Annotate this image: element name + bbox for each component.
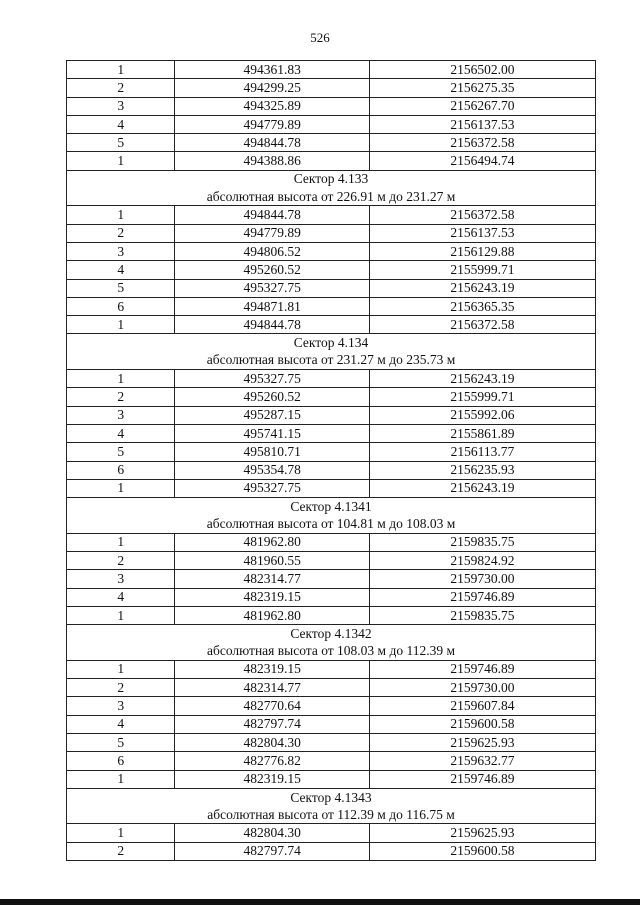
sector-title-row (67, 788, 596, 806)
sector-height-range: абсолютная высота от 112.39 м до 116.75 м (67, 806, 596, 824)
point-number: 5 (67, 443, 175, 461)
point-number: 3 (67, 406, 175, 424)
x-coordinate: 495260.52 (175, 388, 369, 406)
table-row (67, 115, 596, 133)
y-coordinate: 2155992.06 (369, 406, 595, 424)
sector-height-range: абсолютная высота от 226.91 м до 231.27 м (67, 188, 596, 206)
y-coordinate: 2159600.58 (369, 715, 595, 733)
sector-title: Сектор 4.1342 (67, 625, 596, 643)
point-number: 4 (67, 115, 175, 133)
table-row (67, 316, 596, 334)
y-coordinate: 2156267.70 (369, 97, 595, 115)
y-coordinate: 2159824.92 (369, 552, 595, 570)
sector-title-row (67, 334, 596, 352)
point-number: 1 (67, 606, 175, 624)
table-row (67, 61, 596, 79)
y-coordinate: 2159746.89 (369, 770, 595, 788)
y-coordinate: 2155861.89 (369, 424, 595, 442)
table-row (67, 660, 596, 678)
table-row (67, 443, 596, 461)
y-coordinate: 2159730.00 (369, 570, 595, 588)
table-row (67, 242, 596, 260)
point-number: 6 (67, 461, 175, 479)
y-coordinate: 2156275.35 (369, 79, 595, 97)
point-number: 2 (67, 388, 175, 406)
table-row (67, 679, 596, 697)
x-coordinate: 494806.52 (175, 242, 369, 260)
table-row (67, 733, 596, 751)
y-coordinate: 2159835.75 (369, 606, 595, 624)
x-coordinate: 482319.15 (175, 588, 369, 606)
table-row (67, 79, 596, 97)
y-coordinate: 2156365.35 (369, 297, 595, 315)
point-number: 1 (67, 61, 175, 79)
table-row (67, 297, 596, 315)
coordinates-table (66, 60, 596, 861)
table-row (67, 97, 596, 115)
sector-height-row (67, 806, 596, 824)
table-row (67, 279, 596, 297)
y-coordinate: 2156494.74 (369, 152, 595, 170)
table-row (67, 370, 596, 388)
table-row (67, 388, 596, 406)
x-coordinate: 481960.55 (175, 552, 369, 570)
x-coordinate: 482797.74 (175, 715, 369, 733)
point-number: 1 (67, 152, 175, 170)
table-row (67, 533, 596, 551)
x-coordinate: 495327.75 (175, 279, 369, 297)
table-row (67, 552, 596, 570)
table-row (67, 570, 596, 588)
point-number: 1 (67, 206, 175, 224)
point-number: 1 (67, 824, 175, 842)
x-coordinate: 494844.78 (175, 134, 369, 152)
point-number: 3 (67, 97, 175, 115)
y-coordinate: 2156372.58 (369, 316, 595, 334)
point-number: 2 (67, 224, 175, 242)
point-number: 5 (67, 733, 175, 751)
table-row (67, 406, 596, 424)
x-coordinate: 494779.89 (175, 115, 369, 133)
x-coordinate: 482314.77 (175, 679, 369, 697)
sector-title: Сектор 4.1341 (67, 498, 596, 516)
y-coordinate: 2159632.77 (369, 752, 595, 770)
point-number: 5 (67, 134, 175, 152)
table-row (67, 715, 596, 733)
x-coordinate: 481962.80 (175, 606, 369, 624)
point-number: 4 (67, 715, 175, 733)
table-row (67, 261, 596, 279)
table-row (67, 824, 596, 842)
table-row (67, 588, 596, 606)
x-coordinate: 494325.89 (175, 97, 369, 115)
x-coordinate: 495327.75 (175, 479, 369, 497)
table-row (67, 606, 596, 624)
table-row (67, 697, 596, 715)
sector-height-row (67, 352, 596, 370)
point-number: 1 (67, 533, 175, 551)
y-coordinate: 2156137.53 (369, 115, 595, 133)
x-coordinate: 482314.77 (175, 570, 369, 588)
sector-height-range: абсолютная высота от 108.03 м до 112.39 м (67, 643, 596, 661)
y-coordinate: 2156243.19 (369, 370, 595, 388)
x-coordinate: 494844.78 (175, 316, 369, 334)
sector-title-row (67, 170, 596, 188)
point-number: 3 (67, 697, 175, 715)
y-coordinate: 2159607.84 (369, 697, 595, 715)
x-coordinate: 495287.15 (175, 406, 369, 424)
x-coordinate: 495741.15 (175, 424, 369, 442)
table-row (67, 206, 596, 224)
x-coordinate: 482319.15 (175, 660, 369, 678)
y-coordinate: 2156243.19 (369, 279, 595, 297)
y-coordinate: 2156137.53 (369, 224, 595, 242)
y-coordinate: 2156235.93 (369, 461, 595, 479)
sector-title: Сектор 4.1343 (67, 788, 596, 806)
x-coordinate: 482804.30 (175, 733, 369, 751)
sector-height-row (67, 188, 596, 206)
x-coordinate: 494299.25 (175, 79, 369, 97)
point-number: 1 (67, 316, 175, 334)
x-coordinate: 495354.78 (175, 461, 369, 479)
y-coordinate: 2156502.00 (369, 61, 595, 79)
y-coordinate: 2156372.58 (369, 206, 595, 224)
point-number: 3 (67, 570, 175, 588)
y-coordinate: 2156129.88 (369, 242, 595, 260)
table-row (67, 479, 596, 497)
sector-height-row (67, 643, 596, 661)
scan-edge (0, 899, 640, 905)
sector-title: Сектор 4.133 (67, 170, 596, 188)
x-coordinate: 494779.89 (175, 224, 369, 242)
sector-title-row (67, 625, 596, 643)
sector-title-row (67, 498, 596, 516)
x-coordinate: 494361.83 (175, 61, 369, 79)
y-coordinate: 2159746.89 (369, 588, 595, 606)
point-number: 1 (67, 370, 175, 388)
table-row (67, 752, 596, 770)
y-coordinate: 2159746.89 (369, 660, 595, 678)
y-coordinate: 2159835.75 (369, 533, 595, 551)
y-coordinate: 2159730.00 (369, 679, 595, 697)
point-number: 6 (67, 752, 175, 770)
x-coordinate: 481962.80 (175, 533, 369, 551)
sector-height-row (67, 515, 596, 533)
point-number: 4 (67, 261, 175, 279)
x-coordinate: 494388.86 (175, 152, 369, 170)
x-coordinate: 494844.78 (175, 206, 369, 224)
point-number: 6 (67, 297, 175, 315)
point-number: 2 (67, 79, 175, 97)
y-coordinate: 2156243.19 (369, 479, 595, 497)
x-coordinate: 482776.82 (175, 752, 369, 770)
table-row (67, 424, 596, 442)
table-row (67, 152, 596, 170)
y-coordinate: 2156372.58 (369, 134, 595, 152)
y-coordinate: 2159625.93 (369, 733, 595, 751)
point-number: 4 (67, 424, 175, 442)
point-number: 2 (67, 842, 175, 860)
x-coordinate: 482797.74 (175, 842, 369, 860)
y-coordinate: 2159625.93 (369, 824, 595, 842)
y-coordinate: 2155999.71 (369, 388, 595, 406)
point-number: 4 (67, 588, 175, 606)
x-coordinate: 482319.15 (175, 770, 369, 788)
y-coordinate: 2156113.77 (369, 443, 595, 461)
table-row (67, 770, 596, 788)
x-coordinate: 495327.75 (175, 370, 369, 388)
y-coordinate: 2159600.58 (369, 842, 595, 860)
x-coordinate: 482770.64 (175, 697, 369, 715)
x-coordinate: 482804.30 (175, 824, 369, 842)
sector-height-range: абсолютная высота от 231.27 м до 235.73 м (67, 352, 596, 370)
table-row (67, 134, 596, 152)
x-coordinate: 495260.52 (175, 261, 369, 279)
page-number: 526 (310, 30, 330, 45)
table-row (67, 461, 596, 479)
point-number: 2 (67, 552, 175, 570)
table-row (67, 224, 596, 242)
point-number: 2 (67, 679, 175, 697)
point-number: 3 (67, 242, 175, 260)
sector-title: Сектор 4.134 (67, 334, 596, 352)
point-number: 1 (67, 660, 175, 678)
sector-height-range: абсолютная высота от 104.81 м до 108.03 м (67, 515, 596, 533)
point-number: 1 (67, 770, 175, 788)
table-row (67, 842, 596, 860)
y-coordinate: 2155999.71 (369, 261, 595, 279)
point-number: 1 (67, 479, 175, 497)
x-coordinate: 495810.71 (175, 443, 369, 461)
x-coordinate: 494871.81 (175, 297, 369, 315)
point-number: 5 (67, 279, 175, 297)
